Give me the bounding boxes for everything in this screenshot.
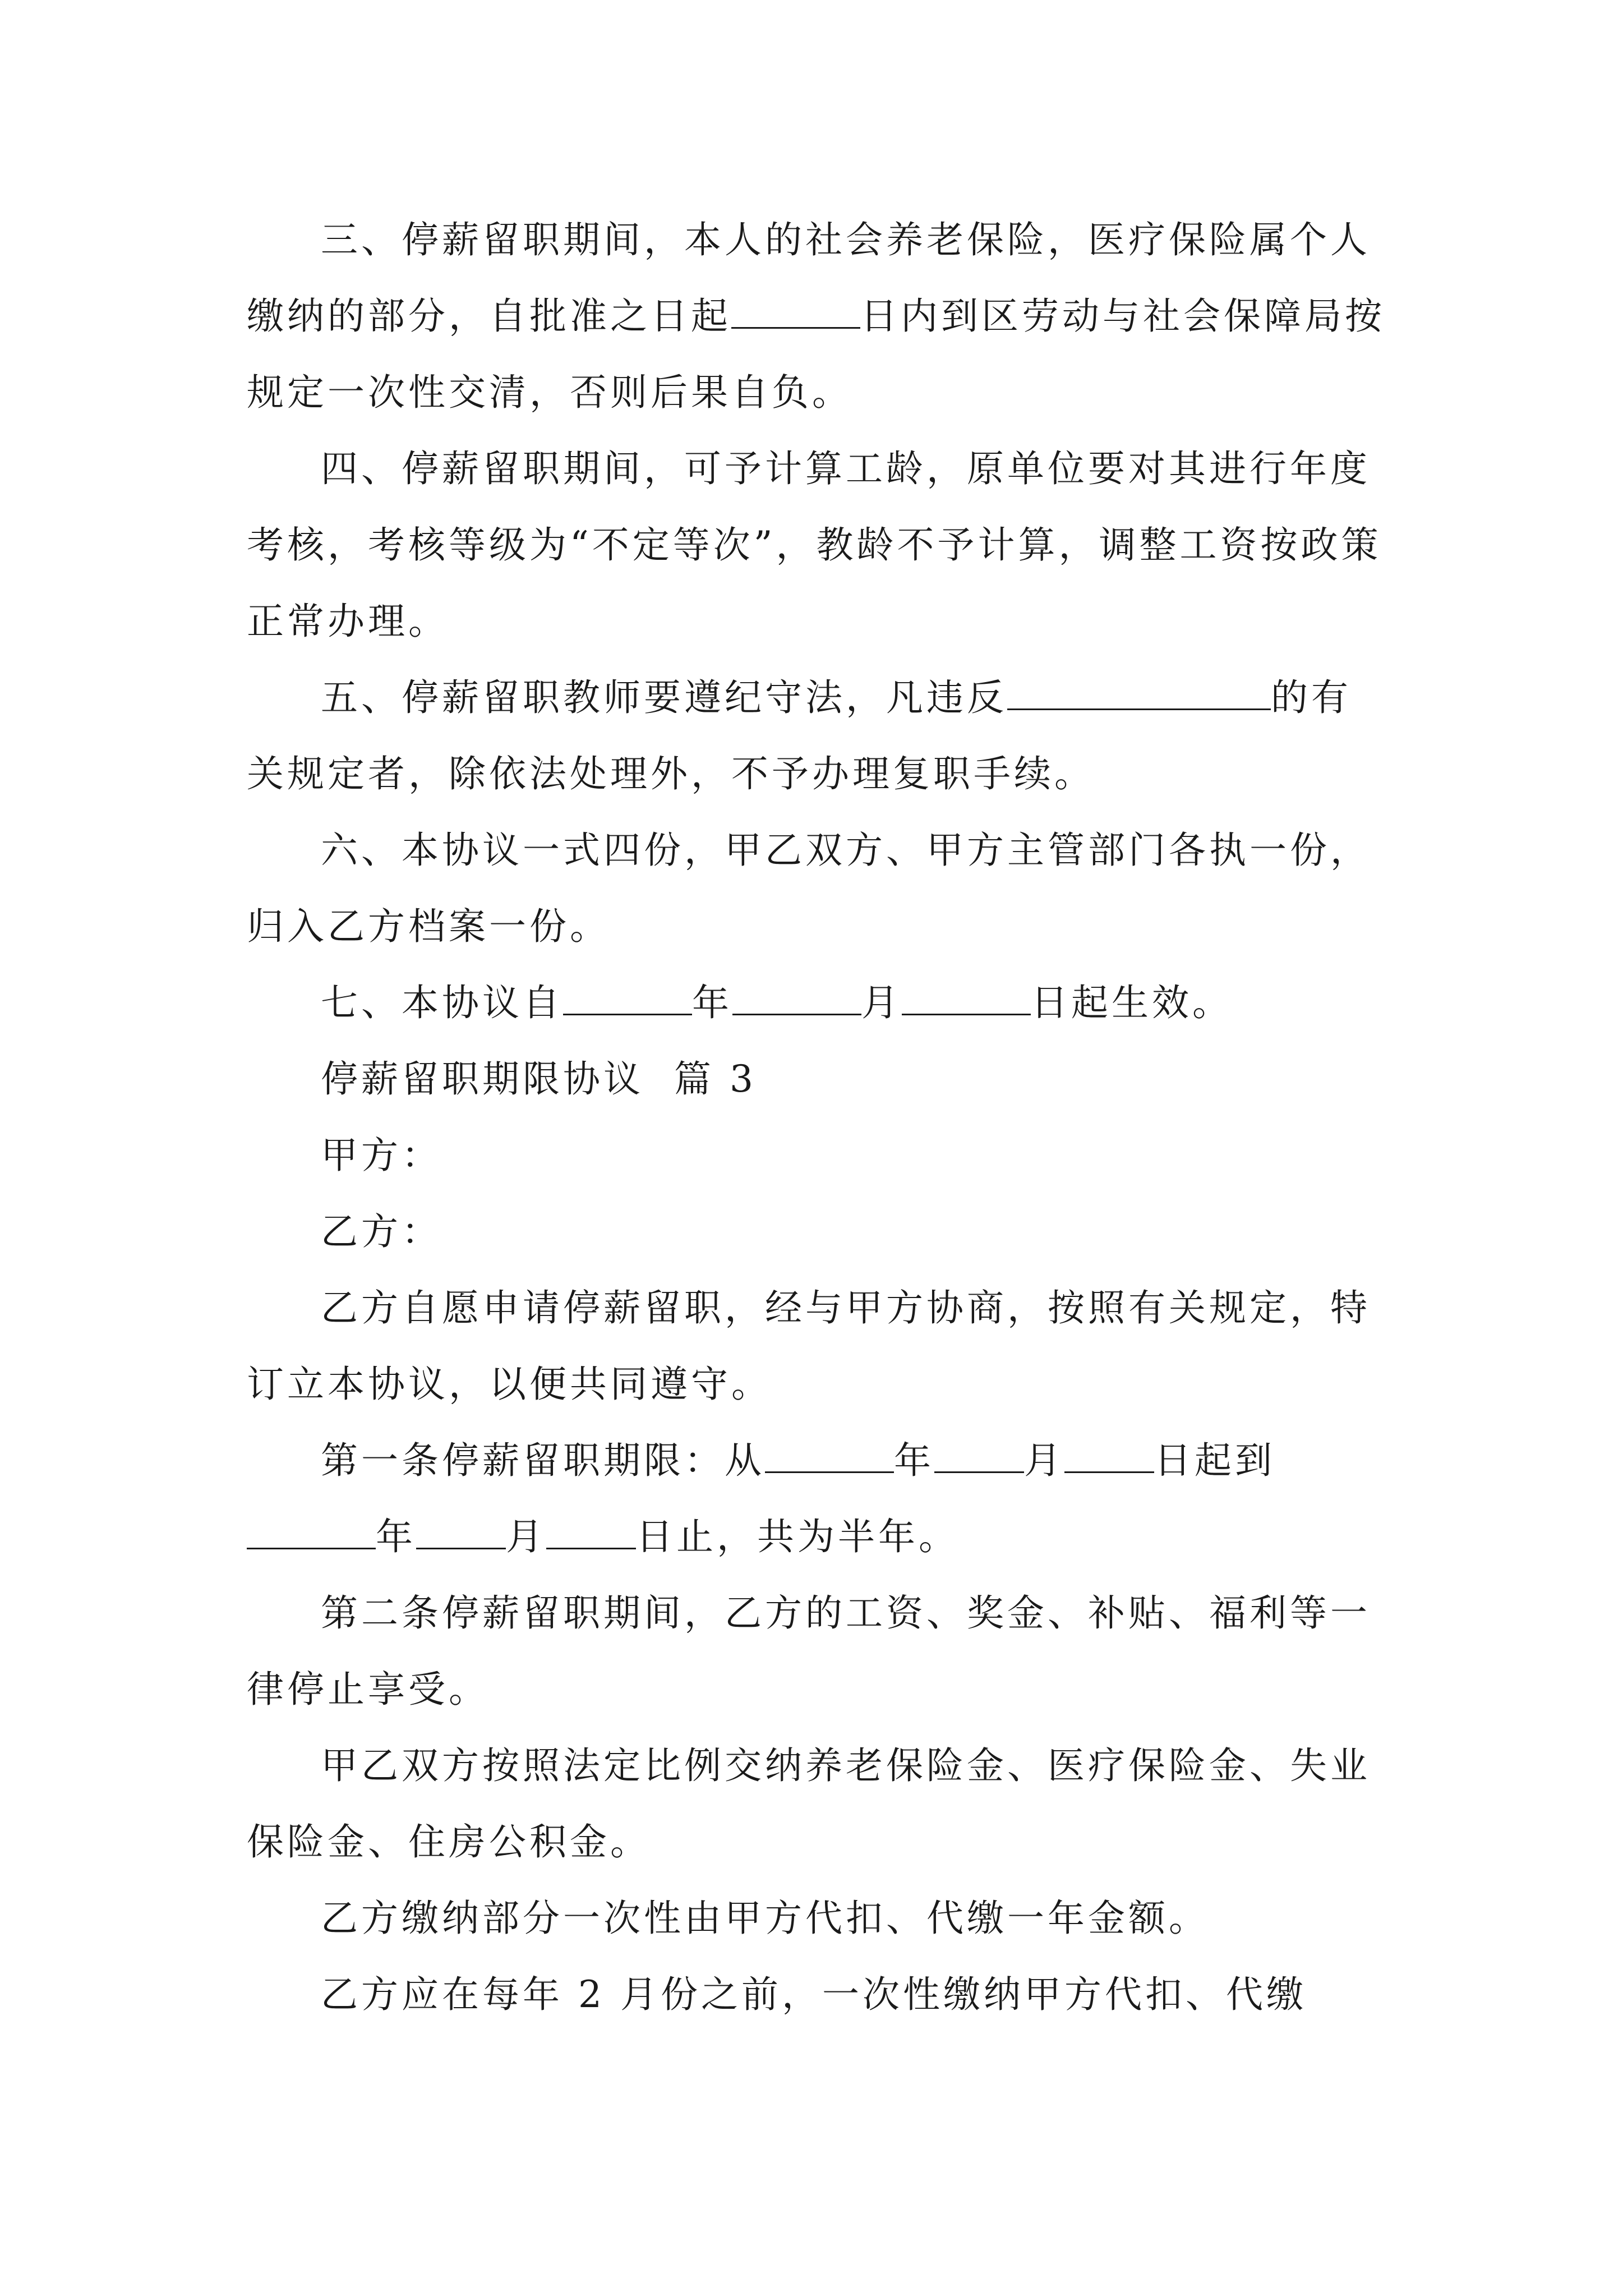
article-1-text-c: 月 [1024, 1439, 1064, 1482]
clause-5-text-b: 的有关规定者，除依法处理外，不予办理复职手续。 [247, 676, 1352, 795]
clause-5-text-a: 五、停薪留职教师要遵纪守法，凡违反 [321, 676, 1007, 719]
blank-start-day [1064, 1438, 1154, 1473]
blank-end-month [416, 1515, 506, 1549]
article-2: 第二条停薪留职期间，乙方的工资、奖金、补贴、福利等一律停止享受。 [247, 1591, 1371, 1711]
clause-6: 六、本协议一式四份，甲乙双方、甲方主管部门各执一份，归入乙方档案一份。 [247, 829, 1371, 948]
blank-day [902, 981, 1031, 1015]
party-a-label: 甲方： [321, 1134, 442, 1177]
clause-5 [247, 660, 1391, 812]
blank-days [731, 294, 860, 329]
clause-7-text-c: 月 [861, 981, 902, 1024]
party-b-label: 乙方： [321, 1210, 442, 1253]
article-1 [247, 1423, 1391, 1575]
article-1-text-a: 第一条停薪留职期限：从 [321, 1439, 765, 1482]
blank-month [732, 981, 861, 1015]
clause-3-text-b: 日内到区劳动与社会保障局按规定一次性交清，否则后果自负。 [247, 295, 1385, 414]
clause-4: 四、停薪留职期间，可予计算工龄，原单位要对其进行年度考核，考核等级为“不定等次”，教龄不予计算，调整工资按政策正常办理。 [247, 447, 1382, 643]
payment-paragraph-2: 乙方应在每年 2 月份之前，一次性缴纳甲方代扣、代缴 [321, 1973, 1307, 2016]
article-1-text-b: 年 [894, 1439, 934, 1482]
clause-7-text-a: 七、本协议自 [321, 981, 563, 1024]
clause-3-text-a: 三、停薪留职期间，本人的社会养老保险，医疗保险属个人缴纳的部分，自批准之日起 [247, 218, 1371, 338]
clause-7-text-d: 日起生效。 [1031, 981, 1233, 1024]
blank-end-year [247, 1515, 376, 1549]
article-1-text-d: 日起到 [1154, 1439, 1275, 1482]
clause-3 [247, 202, 1391, 431]
clause-7 [247, 965, 1391, 1041]
article-1-text-e: 年 [376, 1515, 416, 1558]
document-body [247, 202, 1391, 2033]
insurance-paragraph: 甲乙双方按照法定比例交纳养老保险金、医疗保险金、失业保险金、住房公积金。 [247, 1744, 1371, 1864]
section-heading: 停薪留职期限协议 篇 3 [321, 1057, 757, 1101]
article-1-text-f: 月 [506, 1515, 546, 1558]
blank-end-day [546, 1515, 636, 1549]
clause-7-text-b: 年 [692, 981, 732, 1024]
blank-year [563, 981, 692, 1015]
intro-paragraph: 乙方自愿申请停薪留职，经与甲方协商，按照有关规定，特订立本协议，以便共同遵守。 [247, 1286, 1371, 1406]
payment-paragraph-1: 乙方缴纳部分一次性由甲方代扣、代缴一年金额。 [321, 1897, 1209, 1940]
blank-start-year [765, 1438, 894, 1473]
article-1-text-g: 日止，共为半年。 [636, 1515, 959, 1558]
blank-regulation [1007, 675, 1271, 710]
blank-start-month [934, 1438, 1024, 1473]
